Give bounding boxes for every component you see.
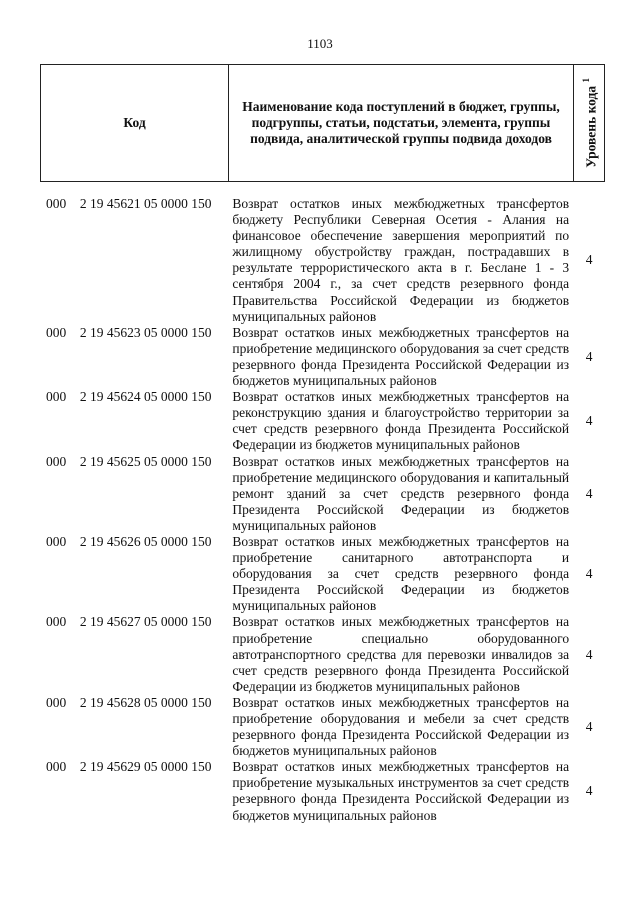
table-row [40,534,605,614]
row-code: 2 19 45623 05 0000 150 [79,324,212,340]
table-row [40,759,605,823]
table-row [40,325,605,389]
row-prefix: 000 [46,453,67,469]
table-row [40,196,605,325]
row-code: 2 19 45626 05 0000 150 [79,533,212,549]
row-code: 2 19 45624 05 0000 150 [79,389,212,405]
table-row [40,389,605,453]
row-level: 4 [585,566,593,582]
row-level: 4 [585,413,593,429]
header-level-text: Уровень кода [583,86,599,168]
table-row [40,454,605,534]
row-level: 4 [585,646,593,662]
row-description: Возврат остатков иных межбюджетных трансфертов на приобретение специально оборудованного автотранспортного средства для перевозки инвалидов за счет средств резервного фонда Президента Российской Федерации из бюджетов муниципальных районов [232,614,570,694]
row-level: 4 [585,348,593,364]
row-level: 4 [585,783,593,799]
row-description: Возврат остатков иных межбюджетных трансфертов на приобретение музыкальных инструментов за счет средств резервного фонда Президента Российской Федерации из бюджетов муниципальных районов [232,759,570,823]
row-prefix: 000 [46,389,67,405]
table-body [40,196,605,824]
page-number: 1103 [307,36,333,51]
row-code: 2 19 45621 05 0000 150 [79,196,212,211]
header-name: Наименование кода поступлений в бюджет, группы, подгруппы, статьи, подстатьи, элемента, группы подвида, аналитической группы подвида доходов [229,65,574,181]
row-prefix: 000 [46,614,67,630]
row-description: Возврат остатков иных межбюджетных трансфертов на приобретение оборудования и мебели за счет средств резервного фонда Президента Российской Федерации из бюджетов муниципальных районов [232,694,570,759]
row-code: 2 19 45628 05 0000 150 [79,694,212,710]
row-prefix: 000 [46,694,67,710]
row-description: Возврат остатков иных межбюджетных трансфертов на реконструкцию здания и благоустройство территории за счет средств резервного фонда Президента Российской Федерации из бюджетов муниципальных районов [232,389,570,453]
row-description: Возврат остатков иных межбюджетных трансфертов на приобретение медицинского оборудования и капитальный ремонт зданий за счет средств резервного фонда Президента Российской Федерации из бюджетов муниципальных районов [232,453,570,533]
row-prefix: 000 [46,533,67,549]
row-prefix: 000 [46,324,67,340]
row-code: 2 19 45627 05 0000 150 [79,614,212,630]
row-description: Возврат остатков иных межбюджетных трансфертов на приобретение санитарного автотранспорта и оборудования за счет средств резервного фонда Президента Российской Федерации из бюджетов муниципальных районов [232,533,570,614]
row-prefix: 000 [46,759,67,775]
row-level: 4 [585,252,593,268]
table-row [40,695,605,759]
row-code: 2 19 45629 05 0000 150 [79,759,212,775]
row-level: 4 [585,719,593,735]
table-header [40,64,605,182]
row-description: Возврат остатков иных межбюджетных трансфертов на приобретение медицинского оборудования за счет средств резервного фонда Президента Российской Федерации из бюджетов муниципальных районов [232,324,570,389]
header-level-footnote: 1 [581,78,592,83]
row-level: 4 [585,485,593,501]
row-description: Возврат остатков иных межбюджетных трансфертов бюджету Республики Северная Осетия - Алания на финансовое обеспечение завершения мероприятий по жилищному обустройству граждан, пострадавших в результате террористического акта в г. Беслане 1 - 3 сентября 2004 г., за счет средств резервного фонда Правительства Российской Федерации из бюджетов муниципальных районов [232,196,570,324]
row-prefix: 000 [46,196,67,211]
header-code: Код [41,65,229,181]
header-level-label [578,78,600,168]
table-row [40,614,605,694]
header-level [574,65,604,181]
row-code: 2 19 45625 05 0000 150 [79,453,212,469]
